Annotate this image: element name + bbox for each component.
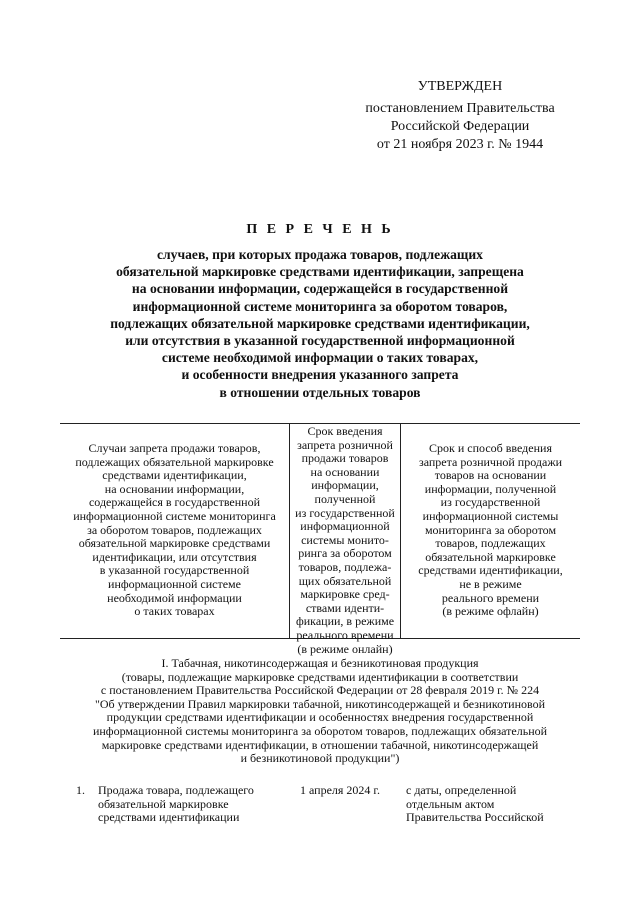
header-line: информации,	[311, 478, 379, 493]
header-line: реального времени	[296, 627, 394, 642]
approval-stamp	[340, 78, 580, 154]
header-line: на основании информации,	[104, 481, 245, 496]
document-subtitle	[60, 246, 580, 401]
header-line: за оборотом товаров, подлежащих	[87, 522, 262, 537]
header-cell-offline-deadline	[401, 424, 580, 638]
header-line: необходимой информации	[107, 590, 242, 605]
subtitle-line: или отсутствия в указанной государственной информационной	[125, 333, 515, 349]
section-line: информационной системы мониторинга за оборотом товаров, подлежащих обязательной	[92, 723, 548, 738]
header-line: информационной системы	[422, 508, 559, 523]
row-description	[98, 784, 288, 825]
header-line: системы монито-	[301, 532, 389, 547]
header-line: из государственной	[295, 505, 395, 520]
header-line: фикации, в режиме	[295, 614, 395, 629]
header-line: товаров на основании	[434, 468, 547, 483]
header-line: информации, полученной	[424, 481, 557, 496]
header-line: товаров, подлежащих	[435, 536, 546, 551]
header-line: идентификации, или отсутствия	[92, 549, 257, 564]
header-line: ствами иденти-	[305, 600, 385, 615]
subtitle-line: информационной системе мониторинга за оборотом товаров,	[132, 298, 508, 314]
approval-title: УТВЕРЖДЕН	[417, 79, 503, 94]
section-heading	[60, 657, 580, 766]
approval-line: Российской Федерации	[390, 119, 530, 134]
section-line: маркировке средствами идентификации, в отношении табачной, никотинсодержащей	[101, 737, 539, 752]
header-line: в указанной государственной	[99, 563, 250, 578]
header-line: средствами идентификации,	[102, 468, 247, 483]
header-line: Случаи запрета продажи товаров,	[88, 441, 261, 455]
header-line: из государственной	[440, 495, 541, 510]
header-line: информационной	[300, 519, 390, 534]
header-line: маркировке сред-	[300, 587, 390, 602]
header-line: средствами идентификации,	[418, 563, 563, 578]
header-line: информационной системе мониторинга	[73, 508, 276, 523]
header-line: (в режиме офлайн)	[442, 604, 539, 619]
row-method-line: Правительства Российской	[406, 810, 544, 825]
subtitle-line: подлежащих обязательной маркировке средствами идентификации,	[110, 315, 530, 331]
header-cell-cases	[60, 424, 289, 638]
header-line: о таких товарах	[134, 604, 215, 619]
header-line: щих обязательной	[298, 573, 392, 588]
header-line: товаров, подлежа-	[298, 559, 392, 574]
header-line: не в режиме	[459, 576, 522, 591]
header-line: на основании	[310, 464, 380, 479]
header-line: реального времени	[441, 590, 540, 605]
header-line: полученной	[314, 491, 376, 506]
header-line: ринга за оборотом	[298, 546, 392, 561]
row-online-date: 1 апреля 2024 г.	[300, 783, 380, 797]
subtitle-line: в отношении отдельных товаров	[219, 384, 421, 400]
header-line: обязательной маркировке средствами	[78, 536, 271, 551]
header-line: Срок и способ введения	[429, 441, 552, 455]
section-line: и безникотиновой продукции")	[240, 751, 400, 766]
header-line: обязательной маркировке	[425, 549, 556, 564]
header-cell-online-deadline	[289, 424, 401, 656]
section-line: с постановлением Правительства Российской Федерации от 28 февраля 2019 г. № 224	[100, 683, 540, 698]
approval-line: от 21 ноября 2023 г. № 1944	[376, 137, 544, 152]
header-line: мониторинга за оборотом	[424, 522, 557, 537]
section-line: I. Табачная, никотинсодержащая и безникотиновая продукция	[161, 656, 479, 670]
table-header	[60, 423, 580, 656]
header-line: (в режиме онлайн)	[297, 641, 393, 656]
header-line: подлежащих обязательной маркировке	[75, 454, 274, 469]
row-offline-method	[406, 784, 581, 825]
header-line: Срок введения	[307, 424, 383, 438]
header-line: содержащейся в государственной	[88, 495, 261, 510]
subtitle-line: и особенности внедрения указанного запрета	[181, 367, 459, 383]
approval-line: постановлением Правительства	[365, 101, 555, 116]
subtitle-line: на основании информации, содержащейся в государственной	[131, 281, 509, 297]
document-title: П Е Р Е Ч Е Н Ь	[246, 222, 394, 237]
section-line: продукции средствами идентификации и особенностях внедрения государственной	[106, 710, 534, 725]
row-description-line: обязательной маркировке	[98, 796, 229, 811]
header-line: запрета розничной продажи	[418, 454, 563, 469]
section-line: "Об утверждении Правил маркировки табачной, никотинсодержащей и безникотиновой	[94, 696, 546, 711]
row-number: 1.	[76, 783, 85, 797]
row-description-line: средствами идентификации	[98, 810, 240, 825]
row-method-line: с даты, определенной	[406, 783, 517, 797]
row-method-line: отдельным актом	[406, 796, 495, 811]
row-description-line: Продажа товара, подлежащего	[98, 783, 254, 797]
section-line: (товары, подлежащие маркировке средствами идентификации в соответствии	[121, 669, 519, 684]
header-line: информационной системе	[108, 576, 241, 591]
header-line: запрета розничной	[297, 437, 393, 452]
subtitle-line: случаев, при которых продажа товаров, подлежащих	[157, 247, 483, 262]
subtitle-line: обязательной маркировке средствами идентификации, запрещена	[116, 264, 524, 280]
header-line: продажи товаров	[301, 451, 389, 466]
subtitle-line: системе необходимой информации о таких товарах,	[161, 350, 479, 366]
